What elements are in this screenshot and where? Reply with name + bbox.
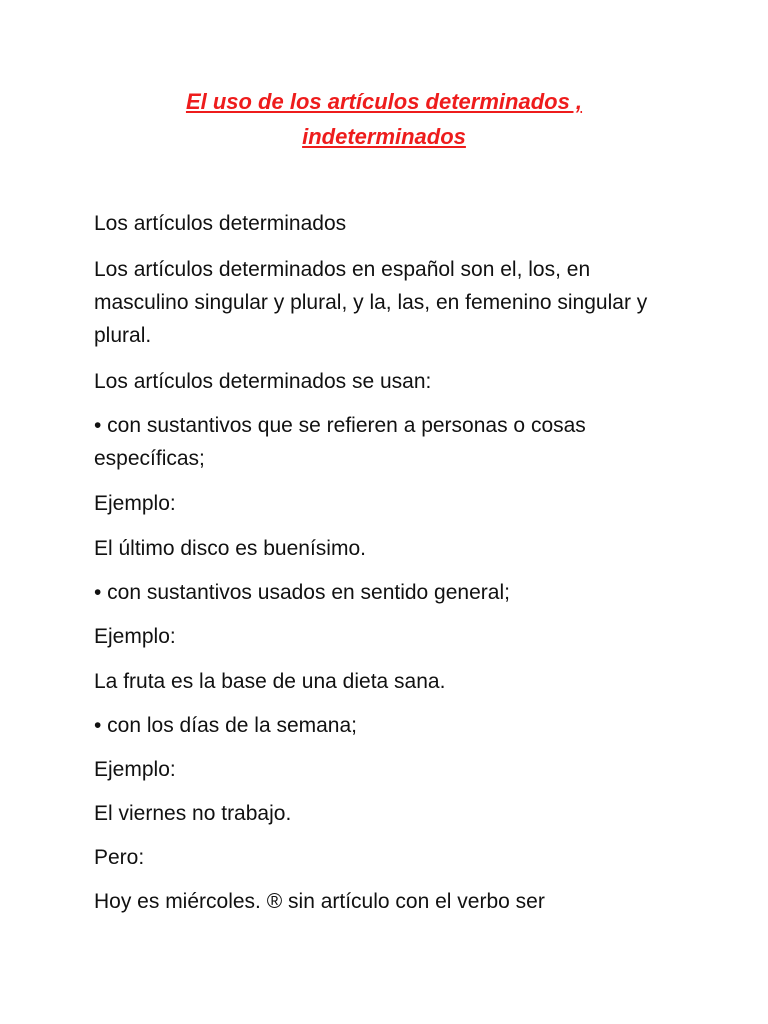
but-label: Pero: bbox=[94, 846, 145, 869]
bullet-general: • con sustantivos usados en sentido general; bbox=[94, 581, 510, 604]
but-example: Hoy es miércoles. ® sin artículo con el verbo ser bbox=[94, 890, 545, 913]
section-heading: Los artículos determinados bbox=[94, 212, 347, 235]
intro-paragraph: Los artículos determinados en español son el, los, en masculino singular y plural, y la, las, en femenino singular y plural. bbox=[94, 258, 648, 347]
page-title-line-1: El uso de los artículos determinados , bbox=[185, 89, 583, 114]
usage-lead: Los artículos determinados se usan: bbox=[94, 370, 432, 393]
example-sentence: El viernes no trabajo. bbox=[94, 802, 292, 825]
example-label: Ejemplo: bbox=[94, 758, 176, 781]
example-sentence: La fruta es la base de una dieta sana. bbox=[94, 670, 446, 693]
page-title-line-2: indeterminados bbox=[302, 124, 466, 149]
bullet-specific: • con sustantivos que se refieren a personas o cosas específicas; bbox=[94, 414, 586, 470]
example-label: Ejemplo: bbox=[94, 492, 176, 515]
bullet-days: • con los días de la semana; bbox=[94, 714, 358, 737]
example-sentence: El último disco es buenísimo. bbox=[94, 537, 366, 560]
example-label: Ejemplo: bbox=[94, 625, 176, 648]
